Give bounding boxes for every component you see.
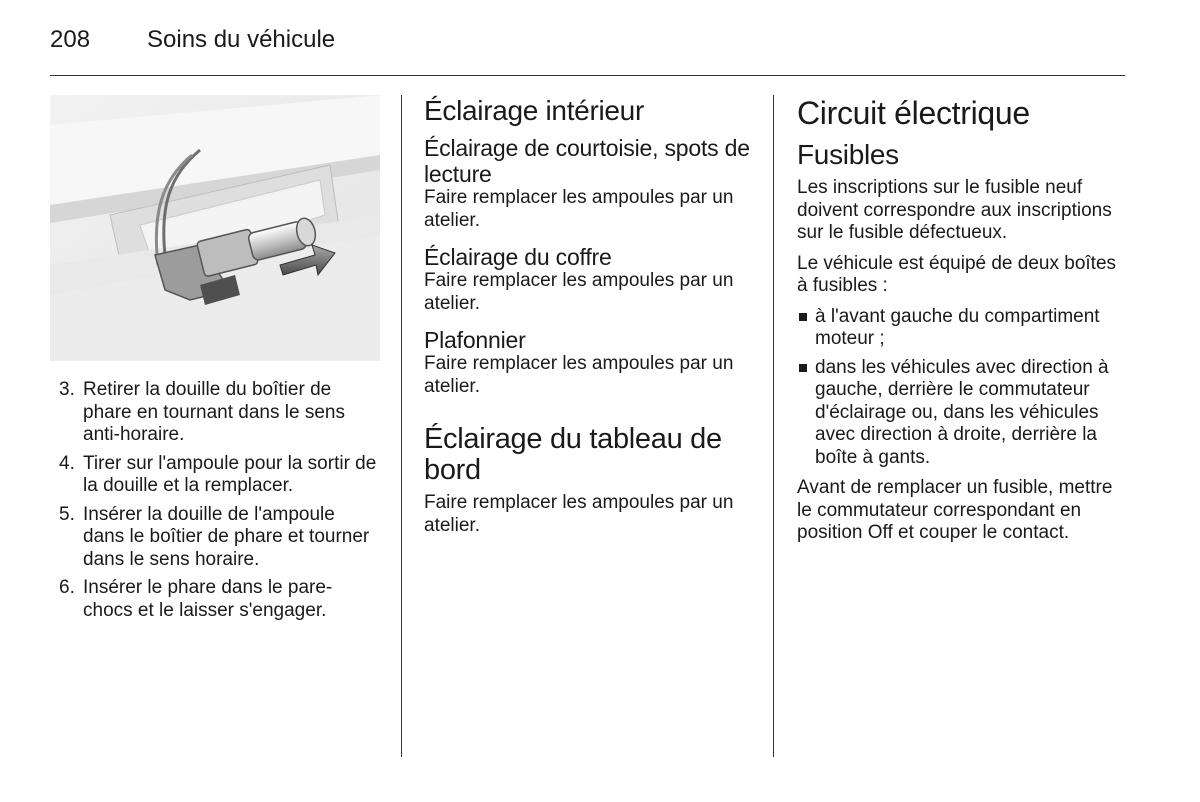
page-number: 208: [50, 26, 91, 53]
right-column: [797, 95, 1127, 545]
chapter-title: Soins du véhicule: [147, 26, 336, 53]
body-text: Le véhicule est équipé de deux boîtes à fusibles :: [797, 252, 1117, 296]
chapter-section-title: Circuit électrique: [797, 95, 1030, 131]
list-item: à l'avant gauche du compartiment moteur ;: [797, 306, 1127, 351]
header-rule: [50, 75, 1125, 76]
list-item: 5. Insérer la douille de l'ampoule dans le boîtier de phare et tourner dans le sens horaire.: [59, 503, 370, 570]
body-text: Faire remplacer les ampoules par un atelier.: [424, 187, 734, 231]
fuse-box-locations: [797, 306, 1127, 470]
subsection-heading: Éclairage de courtoisie, spots de lecture: [424, 135, 750, 187]
list-item: dans les véhicules avec direction à gauche, derrière le commutateur d'éclairage ou, dans les véhicules avec direction à droite, derrière la boîte à gants.: [797, 357, 1127, 470]
section-title-interior-lighting: Éclairage intérieur: [424, 95, 644, 126]
headlamp-bulb-removal-icon: [50, 95, 380, 361]
body-text: Faire remplacer les ampoules par un atelier.: [424, 353, 734, 397]
subsection-heading: Plafonnier: [424, 327, 526, 353]
section-title-fuses: Fusibles: [797, 139, 899, 170]
column-divider-2: [773, 95, 774, 757]
left-column: [50, 95, 380, 628]
headlamp-bulb-illustration: [50, 95, 380, 361]
column-divider-1: [401, 95, 402, 757]
bullet-icon: [799, 313, 807, 321]
list-item: 3. Retirer la douille du boîtier de phare en tournant dans le sens anti-horaire.: [59, 379, 345, 445]
section-title-dashboard-lighting: Éclairage du tableau de bord: [424, 423, 722, 486]
body-text: Les inscriptions sur le fusible neuf doivent correspondre aux inscriptions sur le fusible défectueux.: [797, 177, 1112, 243]
bullet-icon: [799, 364, 807, 372]
body-text: Avant de remplacer un fusible, mettre le commutateur correspondant en position Off et couper le contact.: [797, 477, 1113, 543]
instruction-steps: [50, 379, 380, 622]
body-text: Faire remplacer les ampoules par un atelier.: [424, 492, 734, 536]
list-item: 4. Tirer sur l'ampoule pour la sortir de la douille et la remplacer.: [59, 452, 377, 496]
subsection-heading: Éclairage du coffre: [424, 244, 612, 270]
middle-column: [424, 95, 754, 537]
body-text: Faire remplacer les ampoules par un atelier.: [424, 270, 734, 314]
list-item: 6. Insérer le phare dans le pare-chocs et le laisser s'engager.: [59, 577, 333, 621]
